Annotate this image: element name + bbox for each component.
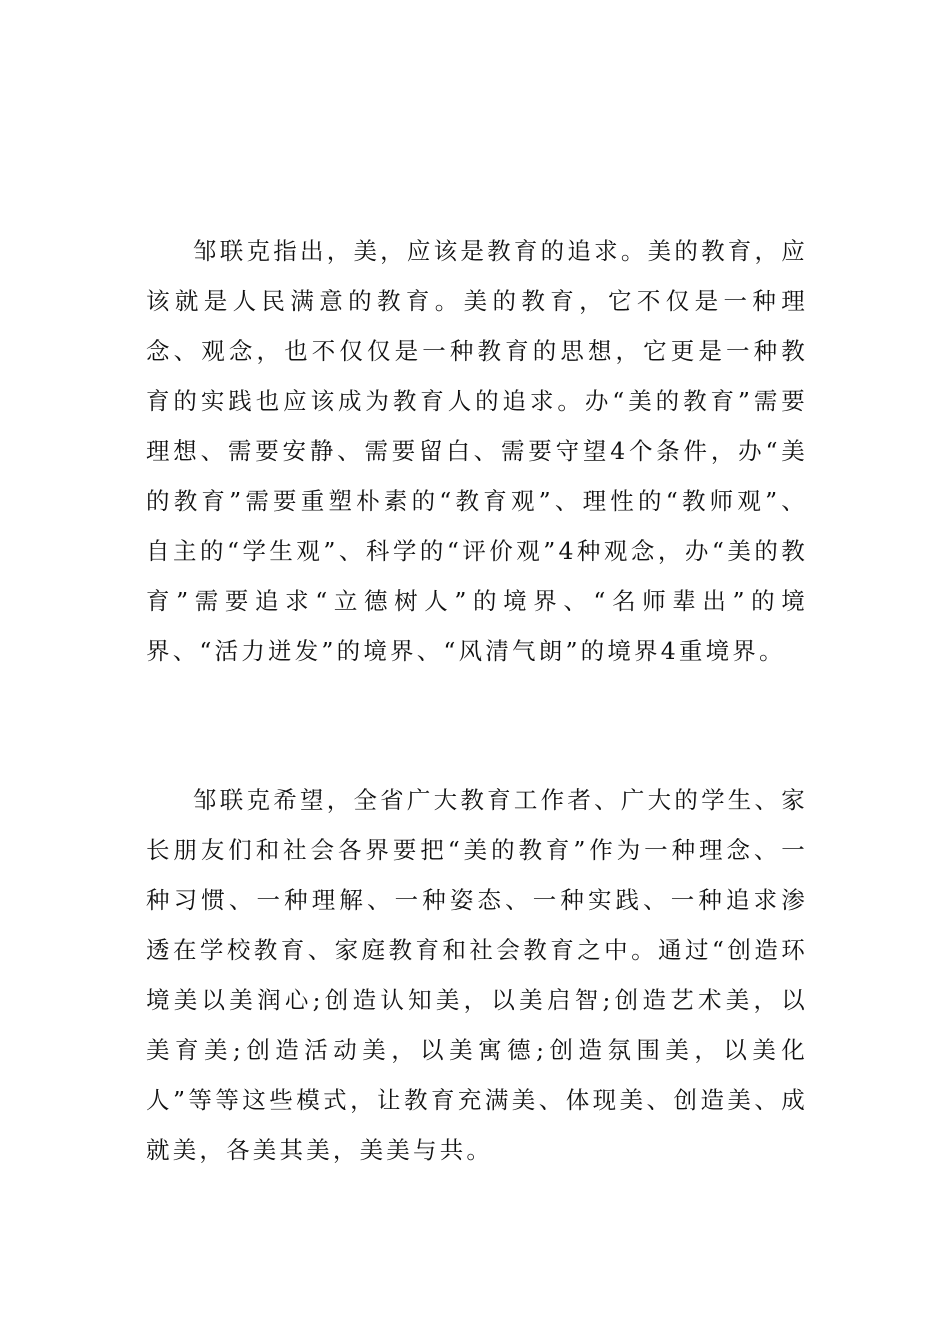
- body-paragraph-2: 邹联克希望，全省广大教育工作者、广大的学生、家长朋友们和社会各界要把“美的教育”作为一种理念、一种习惯、一种理解、一种姿态、一种实践、一种追求渗透在学校教育、家庭教育和社会教育之中。通过“创造环境美以美润心;创造认知美，以美启智;创造艺术美，以美育美;创造活动美，以美寓德;创造氛围美，以美化人”等等这些模式，让教育充满美、体现美、创造美、成就美，各美其美，美美与共。: [146, 786, 808, 1164]
- body-paragraph-1: 邹联克指出，美，应该是教育的追求。美的教育，应该就是人民满意的教育。美的教育，它不仅是一种理念、观念，也不仅仅是一种教育的思想，它更是一种教育的实践也应该成为教育人的追求。办“美的教育”需要理想、需要安静、需要留白、需要守望4个条件，办“美的教育”需要重塑朴素的“教育观”、理性的“教师观”、自主的“学生观”、科学的“评价观”4种观念，办“美的教育”需要追求“立德树人”的境界、“名师辈出”的境界、“活力迸发”的境界、“风清气朗”的境界4重境界。: [146, 237, 808, 665]
